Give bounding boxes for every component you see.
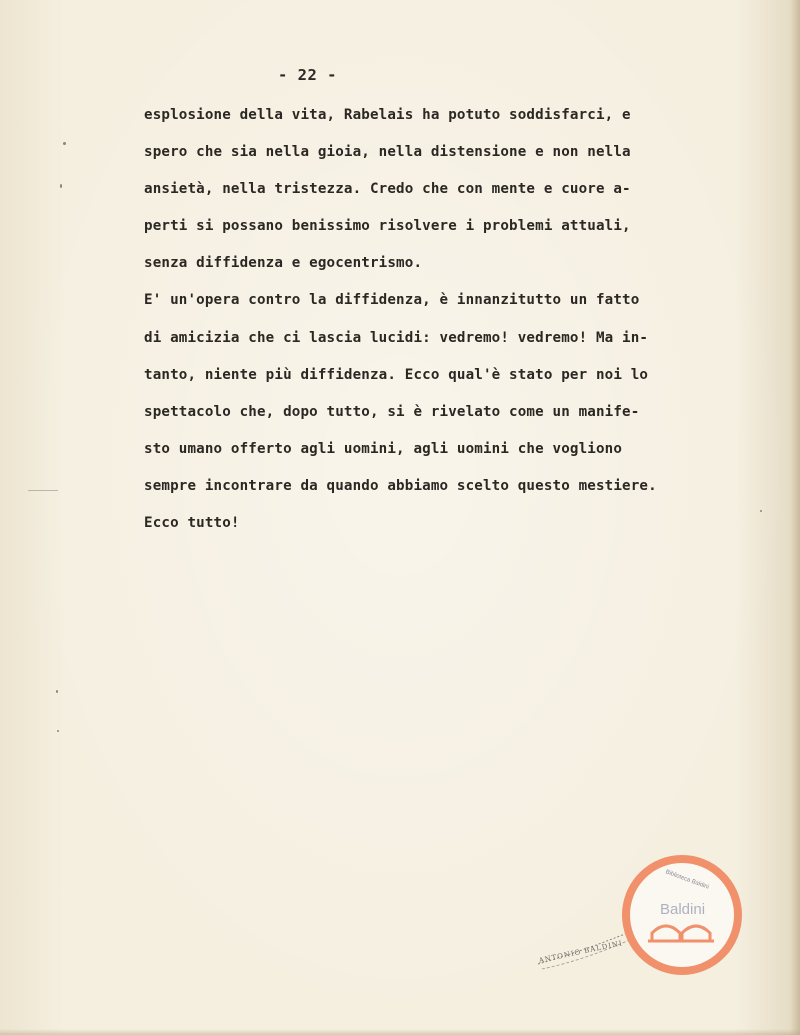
text-line: di amicizia che ci lascia lucidi: vedremo! vedremo! Ma in- bbox=[144, 329, 649, 346]
paper-speck bbox=[760, 510, 762, 512]
paper-speck bbox=[63, 142, 66, 145]
paper-mark bbox=[28, 490, 58, 491]
text-line: esplosione della vita, Rabelais ha potuto soddisfarci, e bbox=[144, 107, 631, 123]
text-line: spero che sia nella gioia, nella distensione e non nella bbox=[144, 144, 631, 161]
text-line: spettacolo che, dopo tutto, si è rivelato come un manife- bbox=[144, 403, 640, 420]
text-line: senza diffidenza e egocentrismo. bbox=[144, 255, 423, 272]
text-line: E' un'opera contro la diffidenza, è innanzitutto un fatto bbox=[144, 292, 640, 309]
paper-speck bbox=[57, 730, 59, 732]
paper-speck bbox=[60, 184, 62, 188]
text-line: tanto, niente più diffidenza. Ecco qual'è stato per noi lo bbox=[144, 366, 649, 383]
logo-name: Baldini bbox=[660, 901, 706, 918]
page-bottom-edge bbox=[0, 1029, 800, 1035]
text-line: Ecco tutto! bbox=[144, 515, 240, 532]
text-line: sto umano offerto agli uomini, agli uomini che vogliono bbox=[144, 440, 623, 457]
page-edge-shadow bbox=[790, 0, 800, 1035]
text-line: perti si possano benissimo risolvere i problemi attuali, bbox=[144, 218, 631, 235]
baldini-logo-stamp bbox=[622, 855, 742, 975]
paper-speck bbox=[56, 690, 58, 693]
arches-icon bbox=[648, 919, 716, 943]
body-text bbox=[144, 103, 704, 548]
ink-stamp-text: ANTONIO BALDINI bbox=[538, 939, 624, 965]
text-line: sempre incontrare da quando abbiamo scelto questo mestiere. bbox=[144, 477, 657, 494]
logo-small-text: Biblioteca Baldini bbox=[664, 869, 710, 891]
text-line: ansietà, nella tristezza. Credo che con mente e cuore a- bbox=[144, 181, 631, 198]
page-number: - 22 - bbox=[278, 66, 337, 84]
